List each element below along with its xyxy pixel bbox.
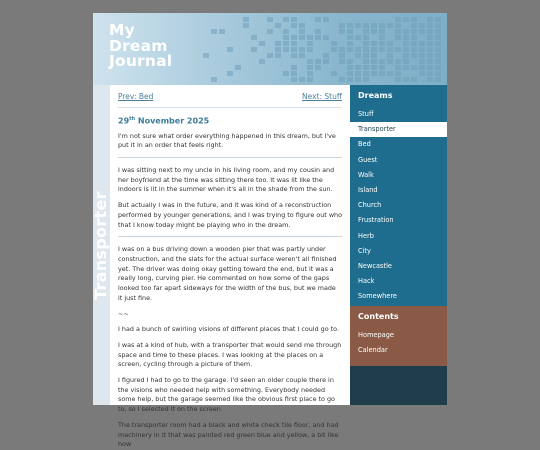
header-pixel [283,71,289,76]
sidebar-item-church[interactable]: Church [358,201,382,210]
header-pixel [363,53,369,58]
header-pixel [379,23,385,28]
entry-separator-text: ~~ [118,309,129,318]
header-pixel [435,23,441,28]
header-pixel [435,35,441,40]
header-pixel [395,77,401,82]
sidebar-item-transporter[interactable]: Transporter [350,122,447,137]
header-pixel [275,41,281,46]
header-pixel [347,47,353,52]
header-pixel [371,23,377,28]
header-pixel [299,47,305,52]
header-pixel [371,59,377,64]
header-pixel [387,71,393,76]
header-pixel [291,47,297,52]
header-pixel [323,53,329,58]
header-pixel [339,53,345,58]
header-pixel [435,53,441,58]
header-pixel [315,29,321,34]
header-pixel [315,35,321,40]
entry-paragraph: I was at a kind of hub, with a transporter that would send me through space and time to these places. I was looking at the places on a screen, cycling through a picture of them. [118,340,342,369]
header-pixel [379,71,385,76]
header-pixel [227,71,233,76]
page-container [91,13,447,449]
header-pixel [371,29,377,34]
dreams-heading: Dreams [358,91,393,100]
header-pixel [307,71,313,76]
header-pixel [435,65,441,70]
sidebar-item-newcastle[interactable]: Newcastle [358,261,392,270]
header-pixel [403,77,409,82]
header-pixel [411,23,417,28]
header-pixel [403,47,409,52]
sidebar-item-hack[interactable]: Hack [358,277,375,286]
contents-box [350,306,447,366]
sidebar [350,85,447,405]
dreams-list [350,107,447,304]
header-pixel [203,53,209,58]
header-pixel [411,41,417,46]
header-pixel [291,35,297,40]
header-pixel [395,59,401,64]
header-pixel [347,71,353,76]
entry-paragraph: I'm not sure what order everything happened in this dream, but I've put it in an order that feels right. [118,131,336,150]
header-pixel [435,59,441,64]
header-pixel [243,23,249,28]
header-pixel [363,47,369,52]
date-suffix: th [129,116,136,122]
header-pixel [435,41,441,46]
header-pixel [347,29,353,34]
vertical-title-rail [93,85,110,405]
header-pixel [427,35,433,40]
header-pixel [283,41,289,46]
header-pixel [403,35,409,40]
header-pixel [427,77,433,82]
header-pixel [219,29,225,34]
header-pixel [427,29,433,34]
header-pixel [411,35,417,40]
header-pixel [347,59,353,64]
next-link[interactable]: Next: Stuff [301,91,342,101]
entry-paragraph: I had a bunch of swirling visions of different places that I could go to. [118,325,340,334]
header-pixel [283,35,289,40]
sidebar-item-stuff[interactable]: Stuff [358,110,374,118]
header-pixel [227,47,233,52]
header-pixel [395,71,401,76]
header-pixel [315,17,321,22]
header-pixel [427,53,433,58]
header-pixel [435,71,441,76]
header-pixel [363,29,369,34]
site-title[interactable] [109,23,172,70]
header-pixel [275,23,281,28]
header-pixel [371,47,377,52]
header-pixel [411,77,417,82]
header-pixel [283,29,289,34]
entry-content [110,85,350,449]
header-pixel [339,77,345,82]
header-pixel [323,35,329,40]
header-pixel [307,77,313,82]
header-pixel [411,53,417,58]
header-pixel [275,53,281,58]
header-pixel [267,29,273,34]
header-pixel [211,77,217,82]
sidebar-item-herb[interactable]: Herb [358,231,374,240]
header-pixel [291,17,297,22]
vertical-page-title: Transporter [91,191,110,300]
header-pixel [395,23,401,28]
header-pixel [363,35,369,40]
header-pixel [291,77,297,82]
site-title-line: Journal [109,52,173,70]
header-pixel [411,29,417,34]
header-pixel [371,71,377,76]
sidebar-item-walk[interactable]: Walk [358,170,374,179]
header-pixel [371,41,377,46]
site-title-line: My [109,21,135,39]
header-pixel [251,35,257,40]
header-pixel [435,77,441,82]
header-pixel [283,17,289,22]
date-day: 29 [118,116,130,126]
header-pixel [235,65,241,70]
header-pixel [347,41,353,46]
header-pixel [291,71,297,76]
header-pixel [419,65,425,70]
header-pixel [307,59,313,64]
header-pixel [403,53,409,58]
header-pixel [419,71,425,76]
header-pixel [267,53,273,58]
header-pixel [307,35,313,40]
header-pixel [299,29,305,34]
header-pixel [395,47,401,52]
header-pixel [427,71,433,76]
header-pixel [427,65,433,70]
date-month-year: November 2025 [135,116,210,126]
header-pixel [331,41,337,46]
header-pixel [307,41,313,46]
header-pixel [259,59,265,64]
header-pixel [291,65,297,70]
header-pixel [355,35,361,40]
header-pixel [403,41,409,46]
header-pixel [299,35,305,40]
header-pixel [275,47,281,52]
header-pixel [435,47,441,52]
header-pixel [403,29,409,34]
entry-paragraph: The transporter room had a black and white check tile floor, and had machinery in it that was painted red green blue and yellow, a bit like how [118,420,339,449]
entry-paragraph: I was sitting next to my uncle in his living room, and my cousin and her boyfriend at the time was sitting there too. It was lit like the indoors is lit in the summer when it's all in the shade from the sun. [118,166,335,194]
header-pixel [299,53,305,58]
entry-nav [118,85,342,108]
header-pixel [379,35,385,40]
sidebar-item-city[interactable]: City [358,246,371,255]
sidebar-footer [350,366,447,405]
sidebar-item-guest[interactable]: Guest [358,155,378,164]
header-pixel [395,29,401,34]
header-pixel [363,41,369,46]
header-pixel [307,65,313,70]
header-pixel [379,59,385,64]
header-pixel [419,53,425,58]
header-pixel [315,65,321,70]
contents-item-calendar[interactable]: Calendar [358,346,388,355]
header-pixel [299,23,305,28]
entry-paragraph: I was on a bus driving down a wooden pier that was partly under construction, and the slats for the actual surface weren't all finished yet. The driver was doing okay getting toward the end, but it was a really long, curving pier. He commented on how some of the gaps looked too far apart sideways for the width of the bus, but we made it just fine. [118,245,337,302]
header-pixel [211,29,217,34]
header-pixel [379,41,385,46]
header-pixel [339,29,345,34]
header-pixel [291,23,297,28]
sidebar-item-somewhere[interactable]: Somewhere [358,292,397,301]
contents-heading: Contents [358,312,399,321]
header-pixel [339,47,345,52]
header-pixel [363,59,369,64]
entry-paragraph: I figured I had to go to the garage. I'd seen an older couple there in the visions who needed help with something. Everybody needed some help, but the garage seemed like the obvious first place to go to, so I selected it on the screen. [118,376,335,414]
header-pixel [339,59,345,64]
header-pixel [403,59,409,64]
header-pixel [419,41,425,46]
header-pixel [379,47,385,52]
header-pixel [411,65,417,70]
contents-item-homepage[interactable]: Homepage [358,331,394,339]
header-pixel [395,65,401,70]
header-pixel [371,65,377,70]
header-pixel [331,47,337,52]
divider [118,157,342,158]
header-pixel [427,47,433,52]
site-header [93,13,447,85]
header-pixel [387,47,393,52]
header-pixel [427,41,433,46]
prev-link[interactable]: Prev: Bed [118,91,154,101]
header-pixel [331,71,337,76]
header-pixel [267,17,273,22]
header-pixel [435,29,441,34]
header-pixel [387,59,393,64]
header-pixel [323,59,329,64]
sidebar-item-frustration[interactable]: Frustration [358,216,394,225]
header-pixel [347,65,353,70]
header-pixel [363,65,369,70]
header-pixel [411,47,417,52]
header-pixel [419,29,425,34]
sidebar-item-island[interactable]: Island [358,185,378,194]
header-pixel [243,17,249,22]
header-pixel [427,59,433,64]
header-pixel [299,77,305,82]
header-pixel [403,65,409,70]
header-pixel [403,17,409,22]
header-pixel [371,53,377,58]
header-pixel [339,23,345,28]
entry-date [118,116,350,126]
header-pixel [363,77,369,82]
header-pixel [347,35,353,40]
header-pixel [283,47,289,52]
header-pixel [355,47,361,52]
header-pixel [435,17,441,22]
sidebar-item-bed[interactable]: Bed [358,140,371,149]
header-pixel [411,17,417,22]
header-pixel [307,47,313,52]
entry-paragraph: But actually I was in the future, and it was kind of a reconstruction performed by younger generations, and I was trying to figure out who that I know today might be playing who in the dream. [118,201,343,229]
header-pixel [395,17,401,22]
header-pixel [347,77,353,82]
header-pixel [427,23,433,28]
header-pixel [323,17,329,22]
header-pixel [419,47,425,52]
header-pixel [419,59,425,64]
header-pixel [347,23,353,28]
header-pixel [419,23,425,28]
header-pixel [259,41,265,46]
header-pixel [291,41,297,46]
header-pixel [291,53,297,58]
header-pixel [387,41,393,46]
header-pixel [355,23,361,28]
header-pixel [379,65,385,70]
header-pixel [363,71,369,76]
header-pixel [387,23,393,28]
header-pixel [387,53,393,58]
divider [118,236,342,237]
header-pixel [251,47,257,52]
header-pixel [363,23,369,28]
header-pixel [395,35,401,40]
header-pixel [427,17,433,22]
header-pixel [315,59,321,64]
header-pixel [355,77,361,82]
header-pixel [379,29,385,34]
header-pixel [355,71,361,76]
header-pixel [355,53,361,58]
site-title-line: Dream [109,36,168,55]
header-pixel [355,65,361,70]
